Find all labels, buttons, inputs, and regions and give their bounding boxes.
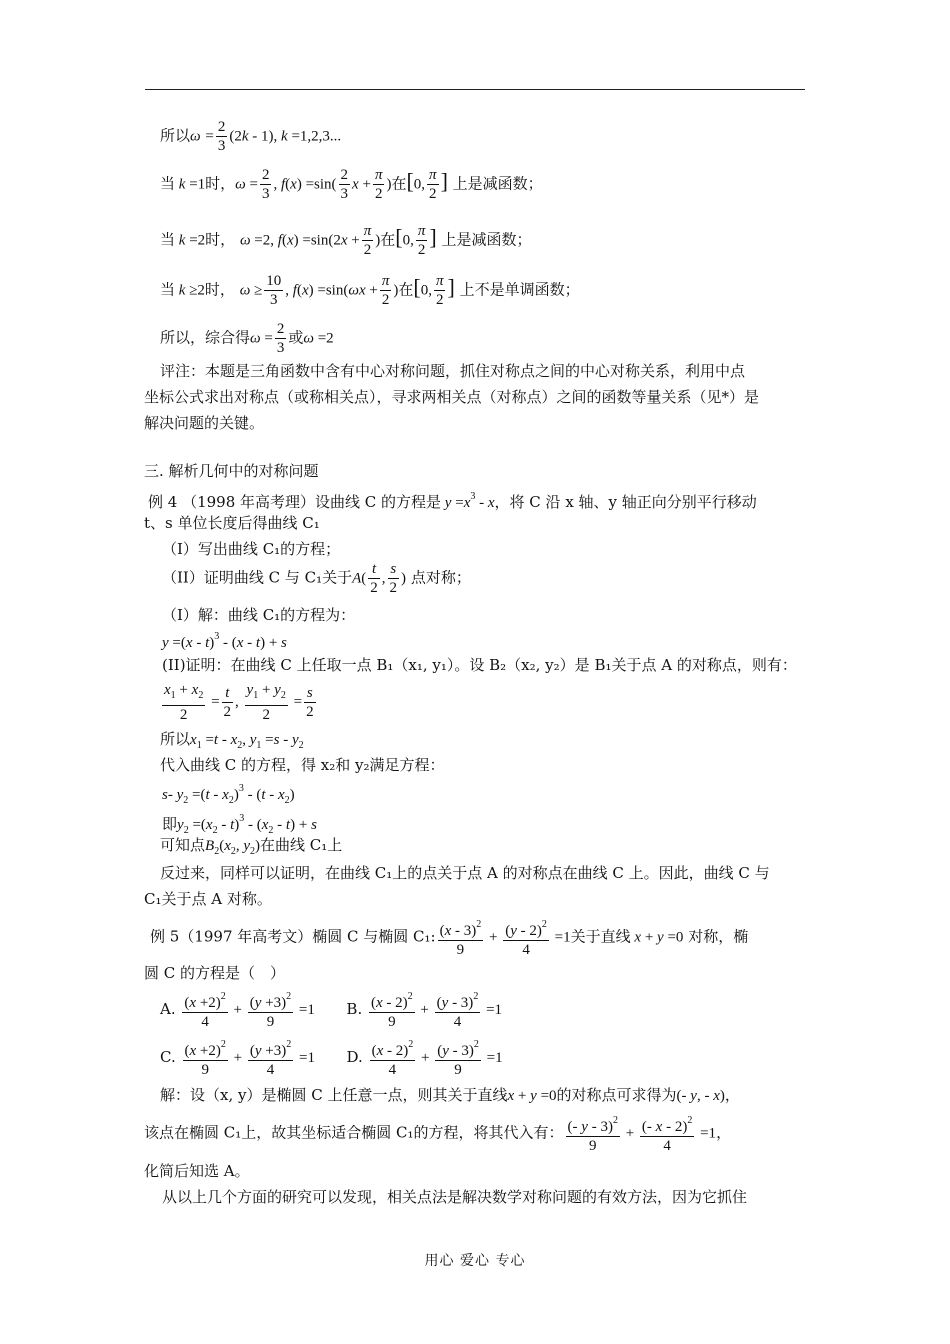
- line-case-k2: 当 k =2时， ω =2, f(x) =sin(2x + $\frac{\pi}{2}$ )在[0, $\frac{\pi}{2}$ ] 上是减函数；: [160, 223, 532, 258]
- solution-part-2: (II)证明：在曲线 C 上任取一点 B₁（x₁, y₁）。设 B₂（x₂, y₂）是 B₁关于点 A 的对称点，则有：: [162, 656, 797, 674]
- solution-part-1: （I）解：曲线 C₁的方程为：: [162, 606, 356, 624]
- substitute-line: 代入曲线 C 的方程，得 x₂和 y₂满足方程：: [160, 756, 445, 774]
- example4-question-2: （II）证明曲线 C 与 C₁关于A( $\frac{t}{2}$ , $\frac{s}{2}$ ) 点对称；: [162, 561, 471, 596]
- example4-question-1: （I）写出曲线 C₁的方程；: [162, 540, 341, 558]
- comment-line-1: 评注：本题是三角函数中含有中心对称问题，抓住对称点之间的中心对称关系，利用中点: [160, 362, 746, 380]
- curve-c1-equation: y =(x - t)$^3$ - (x - t) + s: [162, 631, 287, 651]
- option-a: A. $\frac{(x +2)^2}{4}$ + $\frac{(y +3)^2}{9}$ =1: [160, 1000, 315, 1018]
- option-c: C. $\frac{(x +2)^2}{9}$ + $\frac{(y +3)^2}{4}$ =1: [160, 1048, 315, 1066]
- converse-line-1: 反过来，同样可以证明，在曲线 C₁上的点关于点 A 的对称点在曲线 C 上。因此，曲线 C 与: [160, 864, 770, 882]
- example5-line-2: 圆 C 的方程是（ ）: [144, 964, 286, 982]
- simplified-equation: 即$y_2 =(x_2 - t)^3 - (x_2 - t) + s$: [162, 813, 317, 836]
- answer-line-1: 解：设（x, y）是椭圆 C 上任意一点，则其关于直线x + y =0的对称点可求得为(- y, - x)，: [160, 1086, 740, 1104]
- options-row-cd: [160, 1036, 503, 1079]
- point-on-curve: 可知点$B_2(x_2$, $y_2$)在曲线 C₁上: [160, 836, 343, 857]
- comment-line-3: 解决问题的关键。: [144, 414, 265, 432]
- line-case-k1: 当 k =1时，ω = $\frac{2}{3}$ , f(x) =sin( $\frac{2}{3}$ x + $\frac{\pi}{2}$ )在[0, $\frac{\pi}{2}$ ] 上是减函数；: [160, 167, 543, 202]
- converse-line-2: C₁关于点 A 对称。: [144, 890, 272, 908]
- substituted-equation: s- $y_2 =(t - x_2)^3 - (t - x_2)$: [162, 783, 295, 806]
- example4-line-2: t、s 单位长度后得曲线 C₁: [144, 514, 320, 532]
- options-row-ab: [160, 988, 502, 1031]
- line-conclusion: 所以，综合得ω = $\frac{2}{3}$ 或ω =2: [160, 321, 334, 356]
- header-rule: [145, 89, 805, 90]
- example4-line-1: 例 4 （1998 年高考理）设曲线 C 的方程是 $y =x^3 - x$，将 C 沿 x 轴、y 轴正向分别平行移动: [148, 491, 757, 511]
- answer-line-3: 化简后知选 A。: [144, 1162, 250, 1180]
- page-footer: 用心 爱心 专心: [424, 1253, 526, 1269]
- so-line: 所以$x_1 =t - x_2$, $y_1 =s - y_2$: [160, 730, 304, 751]
- line-case-k-ge-2: 当 k ≥2时， ω ≥ $\frac{10}{3}$ , f(x) =sin(ωx + $\frac{\pi}{2}$ )在[0, $\frac{\pi}{2}$ ] 上不是单调函数；: [160, 273, 580, 308]
- answer-line-2: 该点在椭圆 C₁上，故其坐标适合椭圆 C₁的方程，将其代入有： $\frac{(- y - 3)^2}{9}$ + $\frac{(- x - 2)^2}{4}$ =1，: [144, 1112, 731, 1155]
- line-omega-general: 所以ω = $\frac{2}{3}$ (2k - 1), k =1,2,3...: [160, 119, 342, 154]
- comment-line-2: 坐标公式求出对称点（或称相关点），寻求两相关点（对称点）之间的函数等量关系（见*）是: [144, 388, 760, 406]
- midpoint-equations: $\frac{x_1 + x_2}{2}$ = $\frac{t}{2}$ , $\frac{y_1 + y_2}{2}$ = $\frac{s}{2}$: [164, 682, 314, 723]
- closing-paragraph: 从以上几个方面的研究可以发现，相关点法是解决数学对称问题的有效方法，因为它抓住: [162, 1188, 748, 1206]
- section-heading: 三. 解析几何中的对称问题: [144, 462, 319, 480]
- option-b: B. $\frac{(x - 2)^2}{9}$ + $\frac{(y - 3)^2}{4}$ =1: [346, 1000, 502, 1018]
- example5-line-1: 例 5（1997 年高考文）椭圆 C 与椭圆 C₁: $\frac{(x - 3)^2}{9}$ + $\frac{(y - 2)^2}{4}$ =1关于直线 x + y =0 对称，椭: [150, 916, 748, 959]
- option-d: D. $\frac{(x - 2)^2}{4}$ + $\frac{(y - 3)^2}{9}$ =1: [347, 1048, 503, 1066]
